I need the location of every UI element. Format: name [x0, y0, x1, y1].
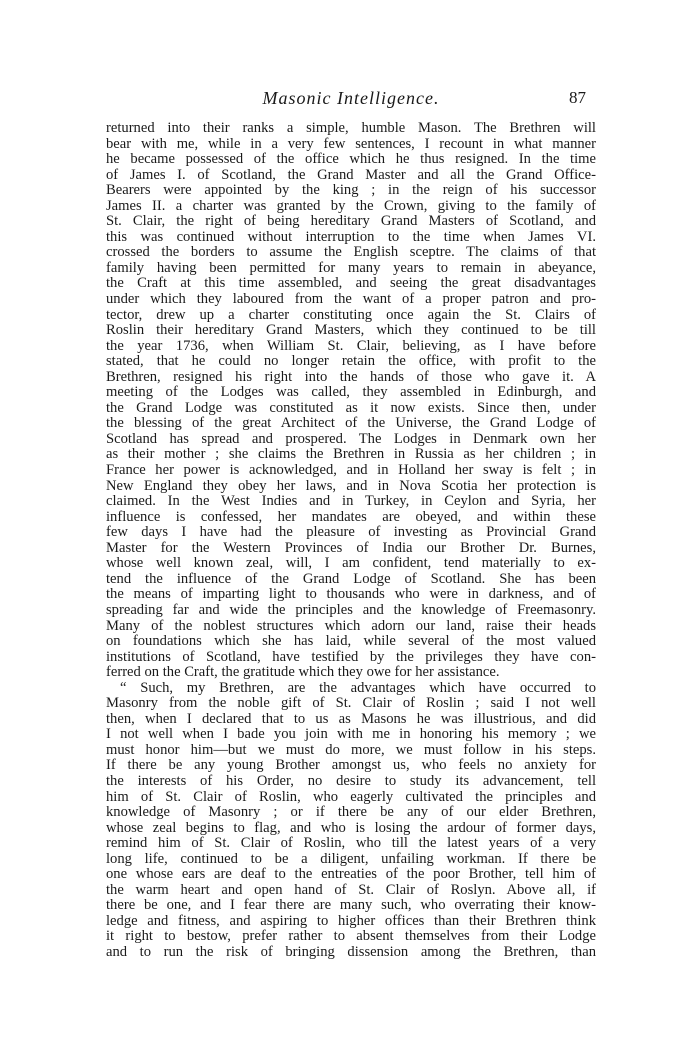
- text-line: the Grand Lodge was constituted as it now exists. Since then, under: [106, 400, 596, 416]
- text-line: Roslin their hereditary Grand Masters, which they continued to be till: [106, 323, 596, 339]
- text-line: he became possessed of the office which he thus resigned. In the time: [106, 152, 596, 168]
- text-line: this was continued without interruption to the time when James VI.: [106, 229, 596, 245]
- text-line: there be one, and I fear there are many such, who overrating their know-: [106, 898, 596, 914]
- text-line: New England they obey her laws, and in Nova Scotia her protection is: [106, 478, 596, 494]
- text-line: on foundations which she has laid, while several of the most valued: [106, 634, 596, 650]
- text-line: claimed. In the West Indies and in Turkey, in Ceylon and Syria, her: [106, 494, 596, 510]
- text-line: James II. a charter was granted by the Crown, giving to the family of: [106, 198, 596, 214]
- body-text: [106, 121, 596, 961]
- text-line: Bearers were appointed by the king ; in the reign of his successor: [106, 183, 596, 199]
- text-line: of James I. of Scotland, the Grand Master and all the Grand Office-: [106, 167, 596, 183]
- text-line: Many of the noblest structures which adorn our land, raise their heads: [106, 618, 596, 634]
- text-line: and to run the risk of bringing dissension among the Brethren, than: [106, 944, 596, 960]
- text-line: St. Clair, the right of being hereditary Grand Masters of Scotland, and: [106, 214, 596, 230]
- text-line: long life, continued to be a diligent, unfailing workman. If there be: [106, 851, 596, 867]
- text-line: few days I have had the pleasure of investing as Provincial Grand: [106, 525, 596, 541]
- text-line: crossed the borders to assume the English sceptre. The claims of that: [106, 245, 596, 261]
- text-line: the year 1736, when William St. Clair, believing, as I have before: [106, 338, 596, 354]
- text-line: family having been permitted for many years to remain in abeyance,: [106, 260, 596, 276]
- page-number: 87: [569, 88, 586, 107]
- running-title: Masonic Intelligence.: [262, 88, 440, 108]
- text-line: him of St. Clair of Roslin, who eagerly cultivated the principles and: [106, 789, 596, 805]
- text-line: Masonry from the noble gift of St. Clair of Roslin ; said I not well: [106, 696, 596, 712]
- running-header: [106, 88, 596, 110]
- text-line: tector, drew up a charter constituting once again the St. Clairs of: [106, 307, 596, 323]
- text-line: Brethren, resigned his right into the hands of those who gave it. A: [106, 369, 596, 385]
- text-line: the blessing of the great Architect of the Universe, the Grand Lodge of: [106, 416, 596, 432]
- text-line: the means of imparting light to thousands who were in darkness, and of: [106, 587, 596, 603]
- text-line: tend the influence of the Grand Lodge of Scotland. She has been: [106, 571, 596, 587]
- text-line: France her power is acknowledged, and in Holland her sway is felt ; in: [106, 463, 596, 479]
- text-line: spreading far and wide the principles and the knowledge of Freemasonry.: [106, 602, 596, 618]
- text-line: must honor him—but we must do more, we must follow in his steps.: [106, 742, 596, 758]
- text-line: If there be any young Brother amongst us, who feels no anxiety for: [106, 758, 596, 774]
- text-line: under which they laboured from the want of a proper patron and pro-: [106, 292, 596, 308]
- text-line: I not well when I bade you join with me in honoring his memory ; we: [106, 727, 596, 743]
- text-line: Scotland has spread and prospered. The Lodges in Denmark own her: [106, 431, 596, 447]
- text-line: the warm heart and open hand of St. Clair of Roslyn. Above all, if: [106, 882, 596, 898]
- text-line: remind him of St. Clair of Roslin, who till the latest years of a very: [106, 836, 596, 852]
- text-line: “ Such, my Brethren, are the advantages which have occurred to: [120, 680, 596, 696]
- text-line: whose zeal begins to flag, and who is losing the ardour of former days,: [106, 820, 596, 836]
- text-line: ferred on the Craft, the gratitude which they owe for her assistance.: [106, 665, 500, 681]
- text-line: meeting of the Lodges was called, they assembled in Edinburgh, and: [106, 385, 596, 401]
- text-line: it right to bestow, prefer rather to absent themselves from their Lodge: [106, 929, 596, 945]
- text-line: institutions of Scotland, have testified by the privileges they have con-: [106, 649, 596, 665]
- text-line: the interests of his Order, no desire to study its advancement, tell: [106, 773, 596, 789]
- text-line: influence is confessed, her mandates are obeyed, and within these: [106, 509, 596, 525]
- text-line: ledge and fitness, and aspiring to higher offices than their Brethren think: [106, 913, 596, 929]
- text-line: bear with me, while in a very few sentences, I recount in what manner: [106, 136, 596, 152]
- text-line: returned into their ranks a simple, humble Mason. The Brethren will: [106, 121, 596, 136]
- text-line: Master for the Western Provinces of India our Brother Dr. Burnes,: [106, 540, 596, 556]
- text-line: the Craft at this time assembled, and seeing the great disadvantages: [106, 276, 596, 292]
- text-line: one whose ears are deaf to the entreaties of the poor Brother, tell him of: [106, 867, 596, 883]
- text-line: then, when I declared that to us as Masons he was illustrious, and did: [106, 711, 596, 727]
- text-line: as their mother ; she claims the Brethren in Russia as her children ; in: [106, 447, 596, 463]
- text-line: stated, that he could no longer retain the office, with profit to the: [106, 354, 596, 370]
- text-line: whose well known zeal, will, I am confident, tend materially to ex-: [106, 556, 596, 572]
- text-line: knowledge of Masonry ; or if there be any of our elder Brethren,: [106, 805, 596, 821]
